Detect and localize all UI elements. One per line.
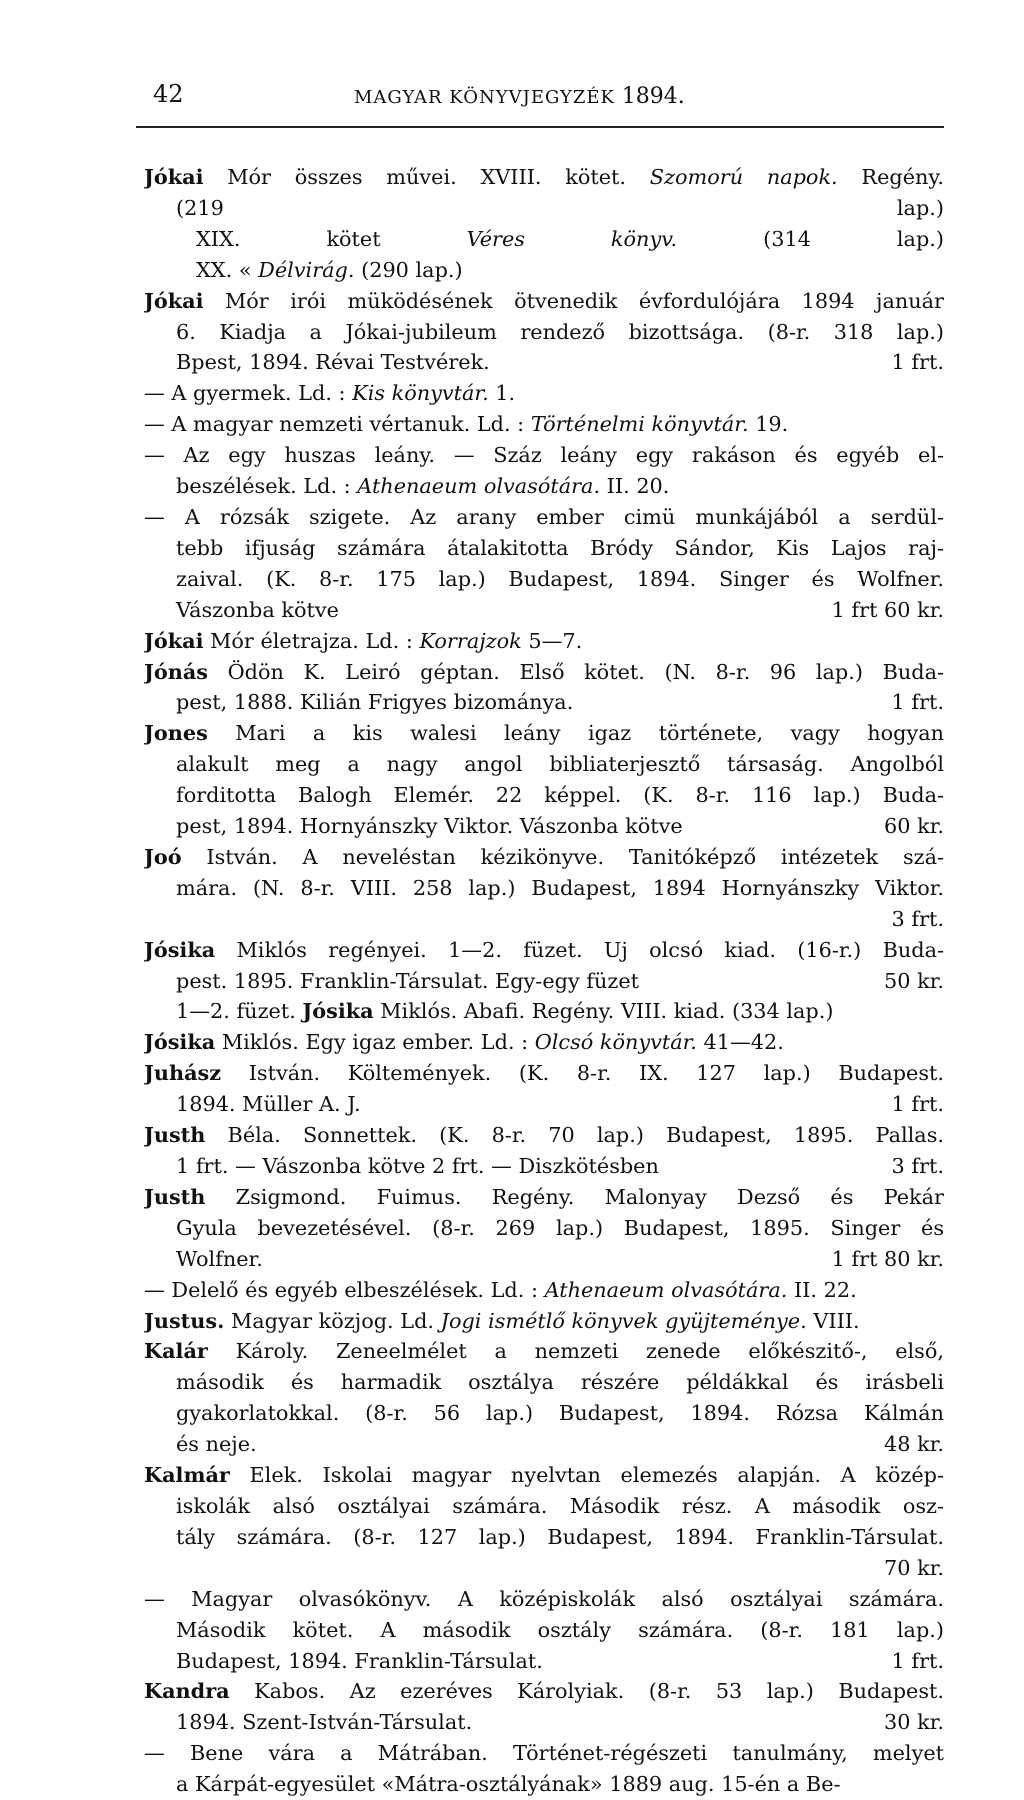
author-surname: Kalár bbox=[144, 1338, 208, 1364]
entry-line bbox=[144, 904, 944, 935]
series-title: Athenaeum olvasótára. bbox=[544, 1277, 788, 1302]
header-rule bbox=[136, 126, 944, 128]
entry-text: Mór irói müködésének ötvenedik évfordulójára 1894 január bbox=[203, 288, 944, 313]
bibliography-entry bbox=[144, 440, 944, 502]
entry-line bbox=[144, 657, 944, 688]
entry-text: zaival. (K. 8-r. 175 lap.) Budapest, 1894. Singer és Wolfner. bbox=[176, 566, 944, 591]
entry-text: 1. bbox=[488, 381, 516, 406]
entry-text: tály számára. (8-r. 127 lap.) Budapest, 1894. Franklin-Társulat. bbox=[176, 1524, 944, 1549]
entry-line bbox=[144, 687, 944, 718]
bibliography-entry bbox=[144, 1336, 944, 1460]
entry-line bbox=[144, 780, 944, 811]
entry-text: Elek. Iskolai magyar nyelvtan elemezés alapján. A közép- bbox=[229, 1463, 944, 1488]
author-surname: Justh bbox=[144, 1183, 206, 1209]
bibliography-entry bbox=[144, 935, 944, 1028]
entry-text: Mór életrajza. Ld. : bbox=[203, 628, 420, 653]
entry-text: (314 lap.) bbox=[677, 226, 944, 251]
entry-line bbox=[144, 1244, 944, 1275]
entry-line bbox=[144, 1398, 944, 1429]
entry-text: pest, 1888. Kilián Frigyes bizománya. bbox=[176, 690, 574, 715]
price: 30 kr. bbox=[884, 1710, 944, 1735]
bibliography-entry bbox=[144, 1182, 944, 1275]
price: 50 kr. bbox=[884, 968, 944, 993]
entry-text: Magyar közjog. Ld. bbox=[224, 1308, 441, 1333]
entry-text: Miklós. Abafi. Regény. VIII. kiad. (334 lap.) bbox=[373, 999, 834, 1024]
series-title: Korrajzok bbox=[419, 628, 522, 653]
entry-text: — Delelő és egyéb elbeszélések. Ld. : bbox=[144, 1277, 545, 1302]
entry-line bbox=[144, 1151, 944, 1182]
bibliography-entry bbox=[144, 1460, 944, 1584]
series-title: Szomorú napok. bbox=[649, 165, 838, 189]
author-surname: Jókai bbox=[144, 164, 204, 189]
entry-text: pest. 1895. Franklin-Társulat. Egy-egy füzet bbox=[176, 968, 640, 993]
bibliography-entry bbox=[144, 286, 944, 379]
entry-text: Bpest, 1894. Révai Testvérek. bbox=[176, 350, 490, 375]
entry-line bbox=[144, 1522, 944, 1553]
author-surname: Jósika bbox=[144, 936, 216, 962]
author-surname: Jósika bbox=[144, 1029, 216, 1055]
entry-line bbox=[144, 1120, 944, 1151]
entry-text: 1—2. füzet. bbox=[176, 999, 303, 1024]
entry-line bbox=[144, 966, 944, 997]
entry-text: — Az egy huszas leány. — Száz leány egy rakáson és egyéb el- bbox=[144, 443, 944, 468]
price: 1 frt 80 kr. bbox=[831, 1246, 944, 1271]
entry-line bbox=[144, 873, 944, 904]
entry-text: 5—7. bbox=[521, 628, 583, 653]
entry-line bbox=[144, 811, 944, 842]
entry-text: Kabos. Az ezeréves Károlyiak. (8-r. 53 lap.) Budapest. bbox=[229, 1679, 944, 1704]
entry-text: István. Költemények. (K. 8-r. IX. 127 lap.) Budapest. bbox=[221, 1061, 944, 1086]
entry-text: Wolfner. bbox=[176, 1246, 263, 1271]
bibliography-entry bbox=[144, 1676, 944, 1738]
entry-text: mára. (N. 8-r. VIII. 258 lap.) Budapest, 1894 Hornyánszky Viktor. bbox=[176, 875, 944, 900]
entry-line bbox=[144, 718, 944, 749]
entry-line bbox=[144, 1058, 944, 1089]
series-title: Kis könyvtár. bbox=[352, 381, 489, 406]
series-title: Jogi ismétlő könyvek gyüjteménye. bbox=[440, 1308, 807, 1333]
entry-line bbox=[144, 347, 944, 378]
entry-text: — A gyermek. Ld. : bbox=[144, 381, 353, 406]
entry-line bbox=[144, 378, 944, 409]
entry-line bbox=[144, 1553, 944, 1584]
entry-line bbox=[144, 1676, 944, 1707]
entry-line bbox=[144, 1460, 944, 1491]
entry-text: Regény. bbox=[837, 165, 944, 189]
entry-text: Mari a kis walesi leány igaz története, vagy hogyan bbox=[207, 721, 944, 746]
price: 3 frt. bbox=[891, 906, 944, 931]
author-surname: Kandra bbox=[144, 1678, 230, 1704]
bibliography-entry bbox=[144, 1584, 944, 1677]
entry-line bbox=[144, 1646, 944, 1677]
bibliography-entry bbox=[144, 1058, 944, 1120]
entry-line bbox=[144, 224, 944, 255]
price: 1 frt. bbox=[891, 350, 944, 375]
bibliography-entry bbox=[144, 378, 944, 409]
entry-text: István. A neveléstan kézikönyve. Tanitóképző intézetek szá- bbox=[181, 844, 944, 869]
entry-text: gyakorlatokkal. (8-r. 56 lap.) Budapest, 1894. Rózsa Kálmán bbox=[176, 1401, 944, 1426]
entry-text: beszélések. Ld. : bbox=[176, 474, 358, 499]
entry-text: forditotta Balogh Elemér. 22 képpel. (K. 8-r. 116 lap.) Buda- bbox=[176, 783, 944, 808]
entry-text: Második kötet. A második osztály számára. (8-r. 181 lap.) bbox=[176, 1617, 944, 1642]
entry-text: alakult meg a nagy angol bibliaterjesztő társaság. Angolból bbox=[176, 752, 944, 777]
page-number: 42 bbox=[153, 80, 184, 108]
price: 1 frt. bbox=[891, 1092, 944, 1117]
entry-text: Ödön K. Leiró géptan. Első kötet. (N. 8-r. 96 lap.) Buda- bbox=[208, 659, 944, 684]
entry-text: Miklós regényei. 1—2. füzet. Uj olcsó kiad. (16-r.) Buda- bbox=[215, 937, 944, 962]
bibliography-entry bbox=[144, 502, 944, 626]
entry-line bbox=[144, 1027, 944, 1058]
bibliography-entry bbox=[144, 626, 944, 657]
price: 1 frt. bbox=[891, 690, 944, 715]
entry-line bbox=[144, 1615, 944, 1646]
price: 1 frt. bbox=[891, 1648, 944, 1673]
author-surname: Joó bbox=[144, 843, 182, 869]
entry-line bbox=[144, 1367, 944, 1398]
entry-text: — A magyar nemzeti vértanuk. Ld. : bbox=[144, 412, 531, 437]
entry-line bbox=[144, 193, 944, 224]
entry-line bbox=[144, 1306, 944, 1337]
author-surname: Justus. bbox=[144, 1307, 225, 1333]
entry-text: Károly. Zeneelmélet a nemzeti zenede előkészitő-, első, bbox=[207, 1339, 944, 1364]
entry-text: (290 lap.) bbox=[354, 257, 463, 282]
entry-line bbox=[144, 996, 944, 1027]
series-title: Véres könyv. bbox=[466, 226, 678, 251]
entry-line bbox=[144, 842, 944, 873]
entry-line bbox=[144, 1584, 944, 1615]
entry-text: Vászonba kötve bbox=[176, 597, 339, 622]
entry-line bbox=[144, 1275, 944, 1306]
entry-text: XX. « bbox=[196, 257, 259, 282]
author-surname: Jones bbox=[144, 720, 208, 746]
entry-line bbox=[144, 533, 944, 564]
entry-line bbox=[144, 1491, 944, 1522]
entry-line bbox=[144, 595, 944, 626]
author-surname: Juhász bbox=[144, 1060, 222, 1086]
entry-text: VIII. bbox=[806, 1308, 860, 1333]
author-surname: Justh bbox=[144, 1122, 206, 1148]
entry-text: 1894. Szent-István-Társulat. bbox=[176, 1710, 473, 1735]
running-title bbox=[354, 84, 685, 109]
entry-line bbox=[144, 255, 944, 286]
entry-text: II. 22. bbox=[787, 1277, 857, 1302]
bibliography-entry bbox=[144, 162, 944, 286]
bibliography-entry bbox=[144, 657, 944, 719]
running-title-year: 1894. bbox=[621, 84, 685, 109]
bibliography-entry bbox=[144, 409, 944, 440]
entry-text: Budapest, 1894. Franklin-Társulat. bbox=[176, 1648, 543, 1673]
entry-text: — Magyar olvasókönyv. A középiskolák alsó osztályai számára. bbox=[144, 1586, 944, 1611]
entry-line bbox=[144, 162, 944, 193]
bibliography-entries bbox=[144, 162, 944, 1800]
entry-text: Béla. Sonnettek. (K. 8-r. 70 lap.) Budapest, 1895. Pallas. bbox=[205, 1123, 944, 1148]
series-title: Történelmi könyvtár. bbox=[530, 412, 749, 437]
author-surname: Jókai bbox=[144, 627, 204, 653]
author-surname: Jókai bbox=[144, 287, 204, 313]
entry-text: 41—42. bbox=[696, 1030, 784, 1055]
entry-text: Miklós. Egy igaz ember. Ld. : bbox=[215, 1030, 535, 1055]
entry-line bbox=[144, 502, 944, 533]
entry-text: pest, 1894. Hornyánszky Viktor. Vászonba kötve bbox=[176, 814, 683, 839]
entry-line bbox=[144, 1707, 944, 1738]
entry-text: — A rózsák szigete. Az arany ember cimü munkájából a serdül- bbox=[144, 504, 944, 529]
entry-line bbox=[144, 749, 944, 780]
entry-line bbox=[144, 1336, 944, 1367]
series-title: Olcsó könyvtár. bbox=[534, 1030, 697, 1055]
entry-text: tebb ifjuság számára átalakitotta Bródy Sándor, Kis Lajos raj- bbox=[176, 535, 944, 560]
entry-text: 1894. Müller A. J. bbox=[176, 1092, 361, 1117]
entry-text: Mór összes művei. XVIII. kötet. bbox=[203, 165, 650, 189]
author-surname: Jónás bbox=[144, 658, 209, 684]
entry-line bbox=[144, 409, 944, 440]
running-header bbox=[136, 80, 944, 120]
running-title-text: MAGYAR KÖNYVJEGYZÉK bbox=[354, 87, 615, 108]
author-surname: Jósika bbox=[302, 998, 374, 1024]
entry-line bbox=[144, 1089, 944, 1120]
entry-text: második és harmadik osztálya részére példákkal és irásbeli bbox=[176, 1370, 944, 1395]
entry-text: XIX. kötet bbox=[196, 226, 467, 251]
entry-line bbox=[144, 1429, 944, 1460]
entry-line bbox=[144, 1182, 944, 1213]
entry-text: 1 frt. — Vászonba kötve 2 frt. — Diszkötésben bbox=[176, 1154, 659, 1178]
price: 3 frt. bbox=[891, 1154, 944, 1178]
entry-text: Gyula bevezetésével. (8-r. 269 lap.) Budapest, 1895. Singer és bbox=[176, 1215, 944, 1240]
author-surname: Kalmár bbox=[144, 1462, 230, 1488]
entry-text: — Bene vára a Mátrában. Történet-régészeti tanulmány, melyet bbox=[144, 1741, 944, 1766]
entry-line bbox=[144, 564, 944, 595]
bibliography-entry bbox=[144, 1120, 944, 1182]
series-title: Athenaeum olvasótára. bbox=[357, 474, 601, 499]
entry-line bbox=[144, 1769, 944, 1800]
entry-text: a Kárpát-egyesület «Mátra-osztályának» 1889 aug. 15-én a Be- bbox=[176, 1772, 841, 1797]
entry-text: 19. bbox=[748, 412, 789, 437]
entry-text: 6. Kiadja a Jókai-jubileum rendező bizottsága. (8-r. 318 lap.) bbox=[176, 319, 944, 344]
bibliography-entry bbox=[144, 1306, 944, 1337]
price: 70 kr. bbox=[884, 1555, 944, 1580]
entry-line bbox=[144, 935, 944, 966]
bibliography-entry bbox=[144, 1738, 944, 1800]
entry-line bbox=[144, 440, 944, 471]
series-title: Délvirág. bbox=[258, 257, 355, 282]
entry-line bbox=[144, 286, 944, 317]
entry-line bbox=[144, 317, 944, 348]
price: 48 kr. bbox=[884, 1432, 944, 1457]
price: 60 kr. bbox=[884, 814, 944, 839]
bibliography-entry bbox=[144, 842, 944, 935]
entry-text: II. 20. bbox=[600, 474, 670, 499]
entry-text: Zsigmond. Fuimus. Regény. Malonyay Dezső és Pekár bbox=[205, 1184, 944, 1209]
entry-line bbox=[144, 626, 944, 657]
entry-line bbox=[144, 1213, 944, 1244]
bibliography-entry bbox=[144, 1275, 944, 1306]
bibliography-entry bbox=[144, 1027, 944, 1058]
entry-line bbox=[144, 471, 944, 502]
price: 1 frt 60 kr. bbox=[831, 597, 944, 622]
entry-text: és neje. bbox=[176, 1432, 257, 1457]
entry-line bbox=[144, 1738, 944, 1769]
entry-text: (219 lap.) bbox=[176, 195, 944, 220]
bibliography-entry bbox=[144, 718, 944, 842]
entry-text: iskolák alsó osztályai számára. Második rész. A második osz- bbox=[176, 1493, 944, 1518]
